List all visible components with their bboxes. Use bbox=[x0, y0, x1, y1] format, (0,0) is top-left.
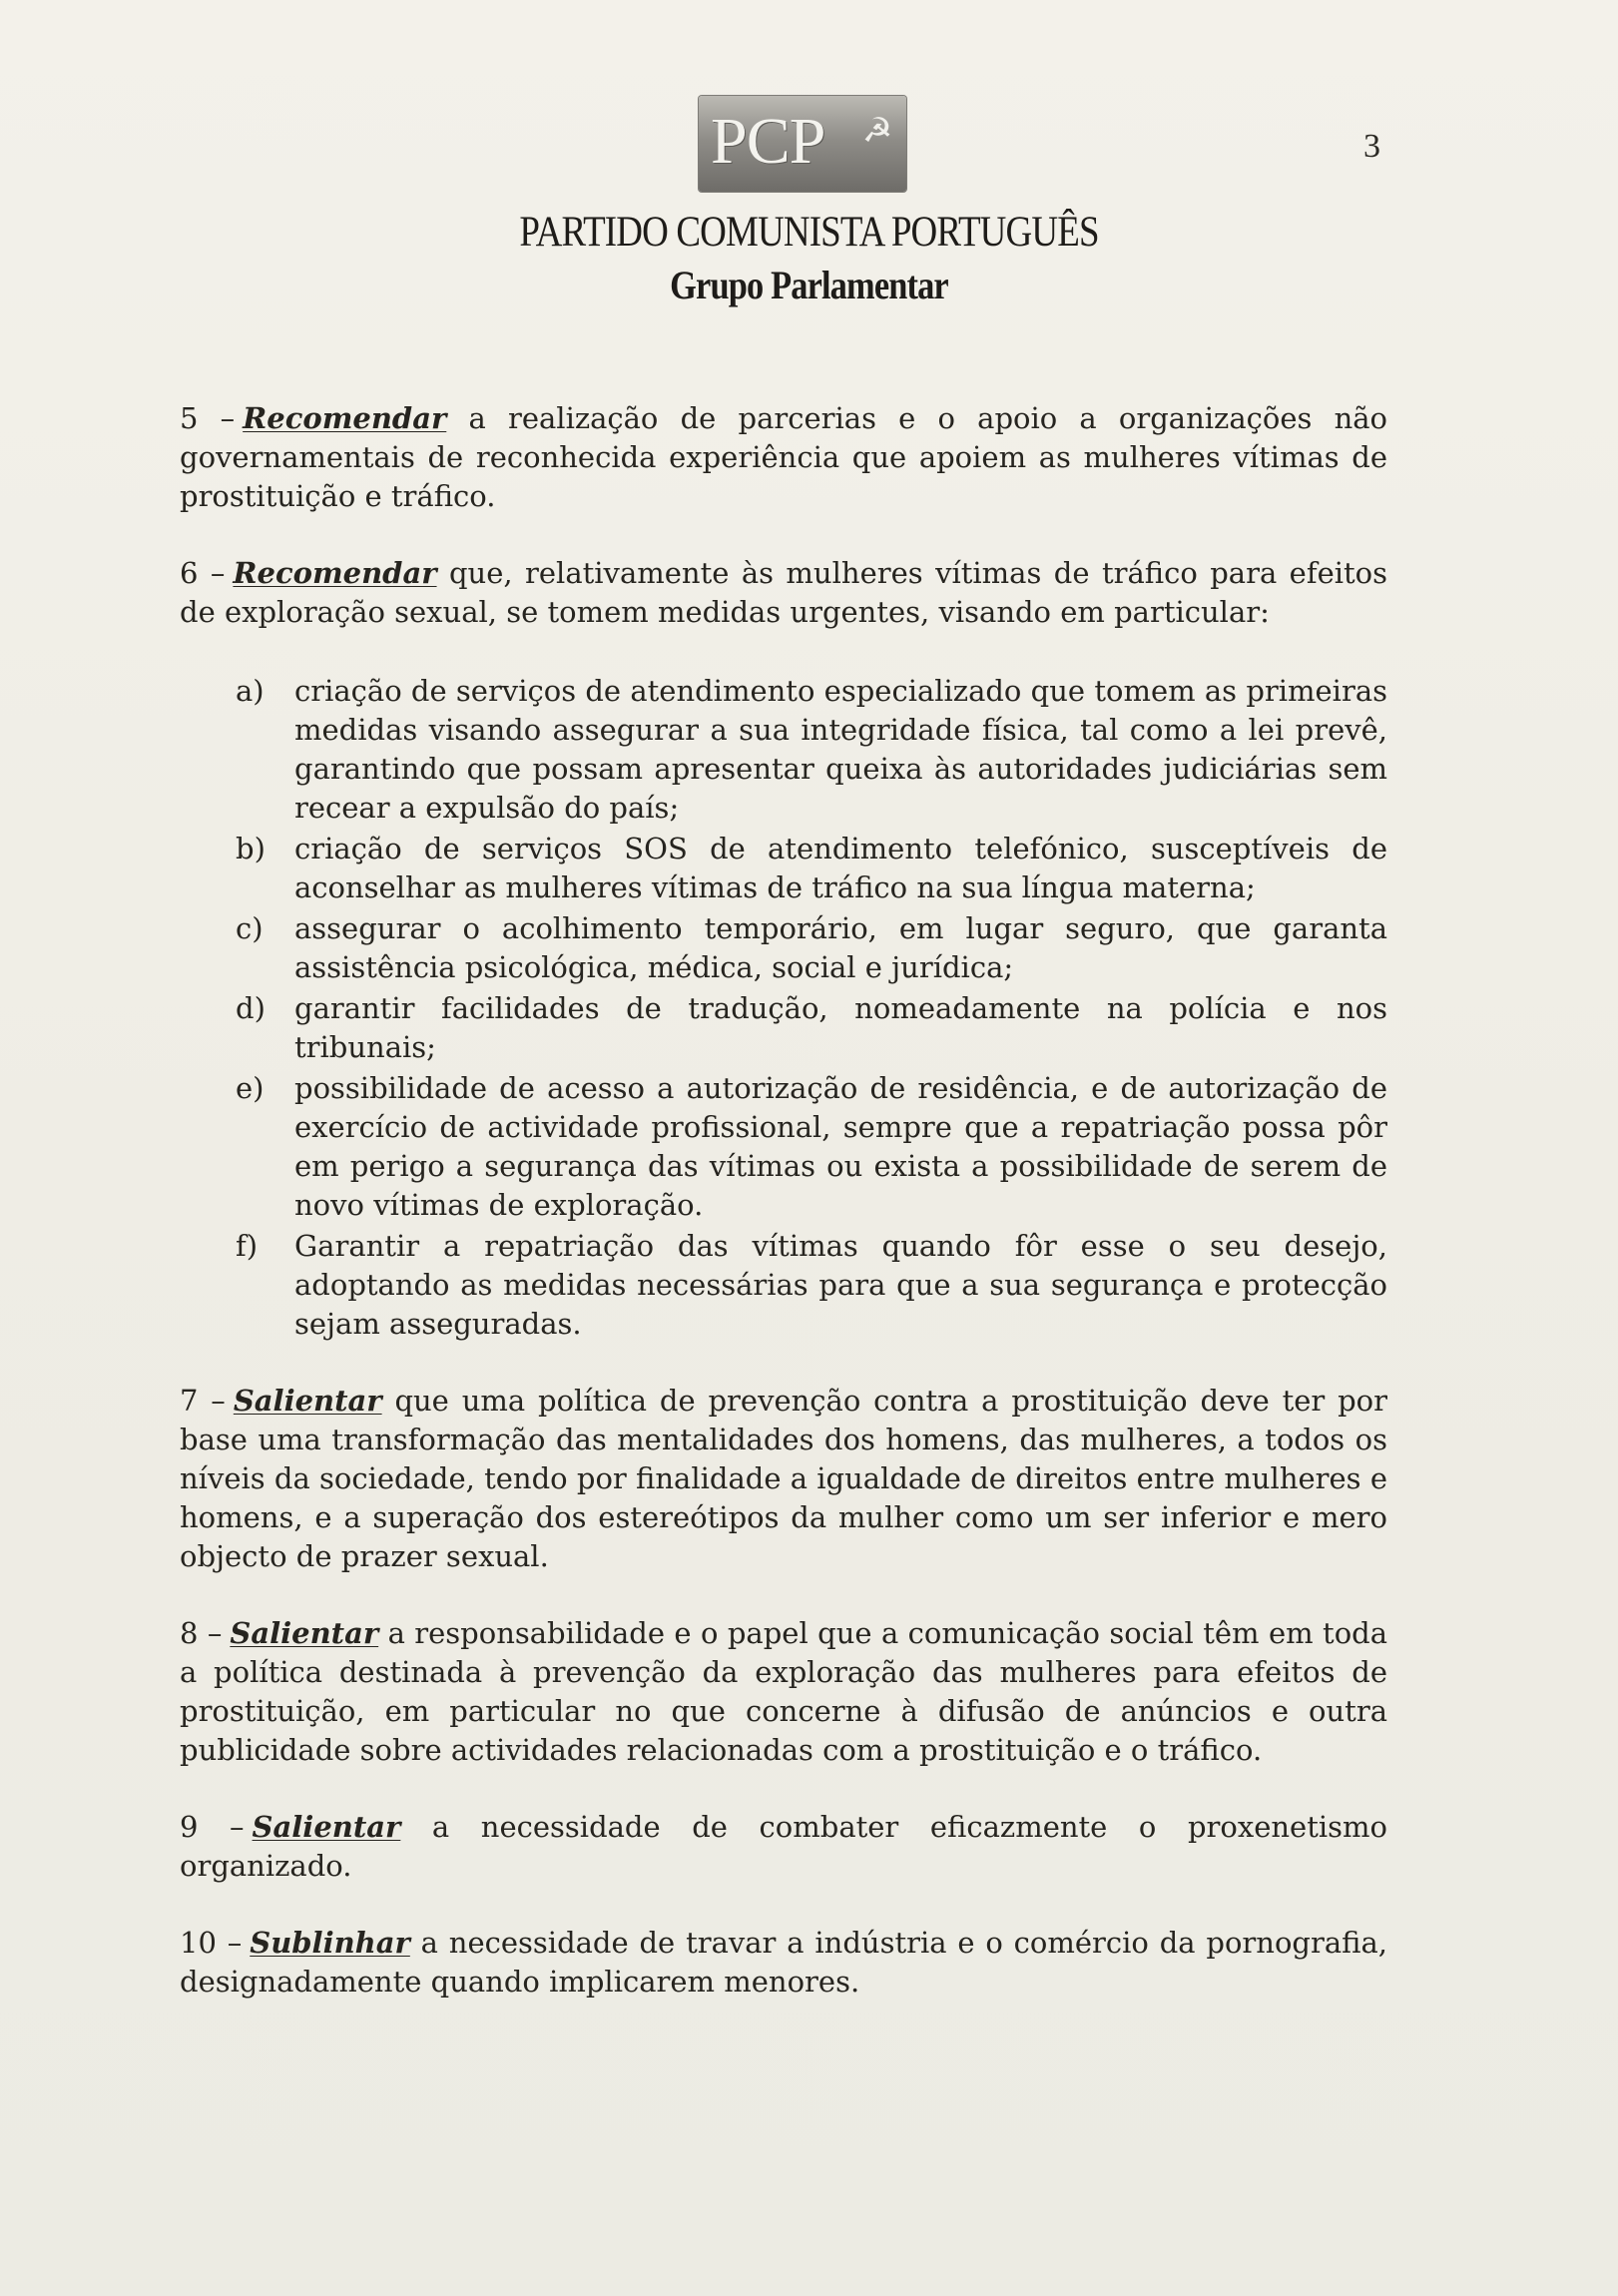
document-body bbox=[180, 399, 1387, 2039]
list-item-text: criação de serviços de atendimento especializado que tomem as primeiras medidas visando assegurar a sua integridade física, tal como a lei prevê, garantindo que possam apresentar queixa às autoridades judiciárias sem recear a expulsão do país; bbox=[294, 674, 1387, 825]
paragraph-number: 10 – bbox=[180, 1926, 243, 1960]
list-item-text: possibilidade de acesso a autorização de residência, e de autorização de exercício de actividade profissional, sempre que a repatriação possa pôr em perigo a segurança das vítimas ou exista a possibilidade de serem de novo vítimas de exploração. bbox=[294, 1071, 1387, 1222]
page-number: 3 bbox=[1363, 128, 1380, 165]
list-item-letter: c) bbox=[236, 911, 264, 945]
paragraph-number: 7 – bbox=[180, 1384, 226, 1418]
list-item bbox=[180, 1227, 1387, 1344]
party-name: PARTIDO COMUNISTA PORTUGUÊS bbox=[519, 209, 1099, 256]
paragraph-verb: Salientar bbox=[230, 1616, 379, 1650]
paragraph-verb: Salientar bbox=[233, 1384, 382, 1418]
paragraph-verb: Recomendar bbox=[243, 401, 447, 435]
list-item-letter: d) bbox=[236, 991, 266, 1025]
list-item-letter: b) bbox=[236, 832, 266, 865]
list-item-text: assegurar o acolhimento temporário, em lugar seguro, que garanta assistência psicológica, médica, social e jurídica; bbox=[294, 911, 1387, 984]
paragraph-number: 9 – bbox=[180, 1810, 245, 1844]
list-item-letter: f) bbox=[236, 1229, 259, 1263]
paragraph-6 bbox=[180, 554, 1387, 632]
paragraph-text: a responsabilidade e o papel que a comunicação social têm em toda a política destinada à prevenção da exploração das mulheres para efeitos de prostituição, em particular no que concerne à difusão de anúncios e outra publicidade sobre actividades relacionadas com a prostituição e o tráfico. bbox=[180, 1616, 1388, 1767]
paragraph-text: que uma política de prevenção contra a prostituição deve ter por base uma transformação das mentalidades dos homens, das mulheres, a todos os níveis da sociedade, tendo por finalidade a igualdade de direitos entre mulheres e homens, e a superação dos estereótipos da mulher como um ser inferior e mero objecto de prazer sexual. bbox=[180, 1384, 1388, 1573]
paragraph-7 bbox=[180, 1382, 1387, 1576]
list-item bbox=[180, 989, 1387, 1067]
list-item-text: Garantir a repatriação das vítimas quando fôr esse o seu desejo, adoptando as medidas necessárias para que a sua segurança e protecção sejam asseguradas. bbox=[294, 1229, 1387, 1341]
list-item-text: garantir facilidades de tradução, nomeadamente na polícia e nos tribunais; bbox=[294, 991, 1387, 1064]
list-item-text: criação de serviços SOS de atendimento telefónico, susceptíveis de aconselhar as mulheres vítimas de tráfico na sua língua materna; bbox=[294, 832, 1387, 904]
pcp-logo bbox=[699, 96, 906, 192]
group-name: Grupo Parlamentar bbox=[670, 263, 948, 307]
paragraph-verb: Salientar bbox=[252, 1810, 401, 1844]
paragraph-number: 8 – bbox=[180, 1616, 223, 1650]
paragraph-number: 6 – bbox=[180, 556, 226, 590]
list-item-letter: e) bbox=[236, 1071, 265, 1105]
logo-text: PCP bbox=[711, 105, 825, 178]
list-item bbox=[180, 830, 1387, 907]
paragraph-9 bbox=[180, 1808, 1387, 1886]
paragraph-text: a necessidade de travar a indústria e o comércio da pornografia, designadamente quando implicarem menores. bbox=[180, 1926, 1387, 1999]
paragraph-verb: Recomendar bbox=[233, 556, 437, 590]
list-item bbox=[180, 1069, 1387, 1225]
paragraph-number: 5 – bbox=[180, 401, 236, 435]
paragraph-5 bbox=[180, 399, 1387, 516]
paragraph-verb: Sublinhar bbox=[250, 1926, 410, 1960]
paragraph-text: a necessidade de combater eficazmente o proxenetismo organizado. bbox=[180, 1810, 1387, 1883]
list-item-letter: a) bbox=[236, 674, 265, 708]
paragraph-10 bbox=[180, 1924, 1387, 2002]
measures-list bbox=[180, 672, 1387, 1344]
list-item bbox=[180, 909, 1387, 987]
paragraph-text: que, relativamente às mulheres vítimas de tráfico para efeitos de exploração sexual, se tomem medidas urgentes, visando em particular: bbox=[180, 556, 1388, 629]
hammer-sickle-icon: ☭ bbox=[861, 111, 893, 151]
list-item bbox=[180, 672, 1387, 828]
paragraph-text: a realização de parcerias e o apoio a organizações não governamentais de reconhecida experiência que apoiem as mulheres vítimas de prostituição e tráfico. bbox=[180, 401, 1387, 513]
paragraph-8 bbox=[180, 1614, 1387, 1770]
